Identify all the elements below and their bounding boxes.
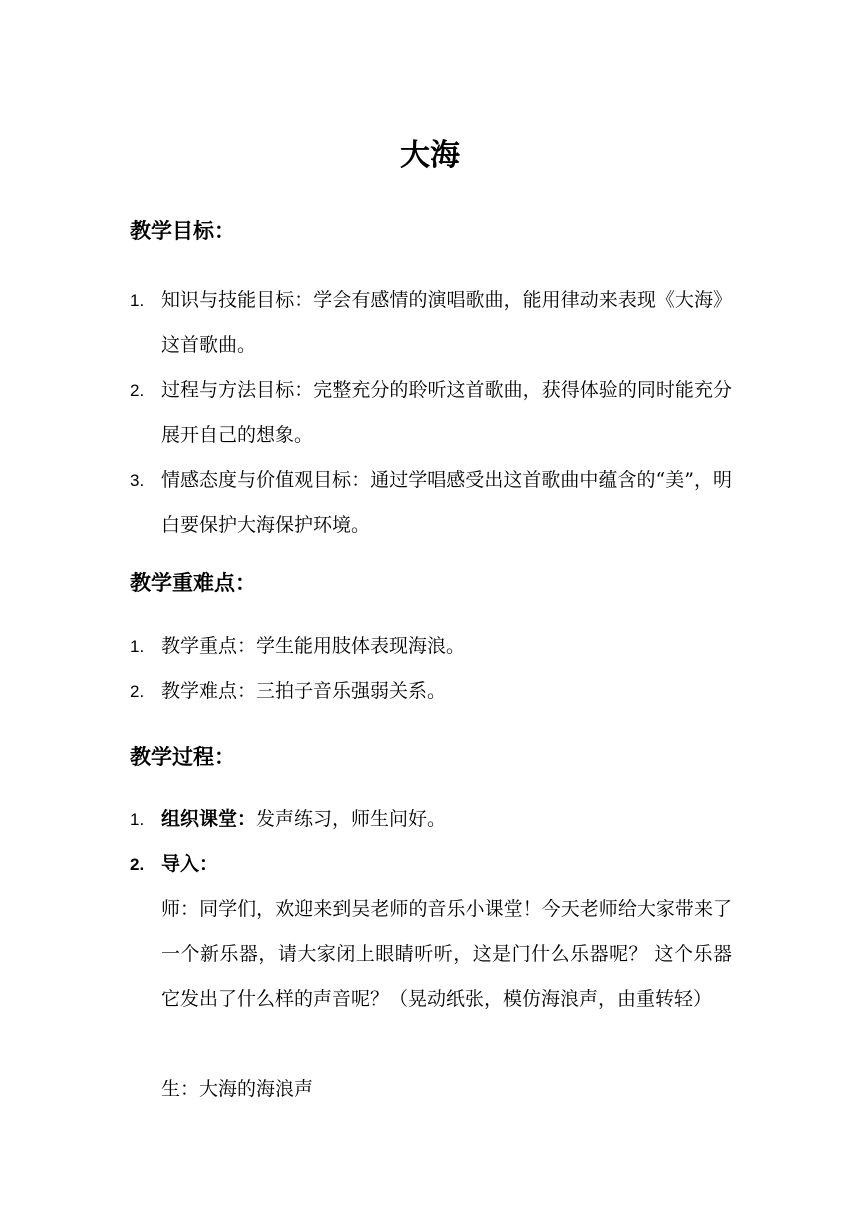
process-item-label: 导入： — [161, 853, 219, 875]
key-point-text: 教学重点：学生能用肢体表现海浪。 — [161, 635, 466, 657]
objective-item-2 — [130, 368, 732, 458]
section-heading-process: 教学过程： — [130, 745, 235, 769]
objective-item-1 — [130, 278, 732, 368]
list-number: 3. — [130, 471, 145, 490]
process-item-1 — [130, 797, 732, 842]
list-number: 1. — [130, 637, 145, 656]
list-number: 1. — [130, 291, 145, 310]
process-item-label: 组织课堂： — [161, 808, 257, 830]
objective-text: 过程与方法目标：完整充分的聆听这首歌曲，获得体验的同时能充分展开自己的想象。 — [161, 379, 732, 446]
section-heading-objectives: 教学目标： — [130, 219, 235, 243]
key-point-text: 教学难点：三拍子音乐强弱关系。 — [161, 680, 447, 702]
objective-text: 情感态度与价值观目标：通过学唱感受出这首歌曲中蕴含的“美”，明白要保护大海保护环境。 — [161, 469, 732, 536]
objective-item-3 — [130, 458, 732, 548]
student-paragraph: 生：大海的海浪声 — [161, 1078, 314, 1100]
teacher-paragraph: 师：同学们，欢迎来到吴老师的音乐小课堂！今天老师给大家带来了一个新乐器，请大家闭上眼睛听听，这是门什么乐器呢？ 这个乐器它发出了什么样的声音呢？（晃动纸张，模仿海浪声，由重转轻） — [161, 898, 732, 1010]
list-number: 1. — [130, 810, 145, 829]
objective-text: 知识与技能目标：学会有感情的演唱歌曲，能用律动来表现《大海》这首歌曲。 — [161, 289, 732, 356]
process-item-text: 发声练习，师生问好。 — [256, 808, 447, 830]
list-number: 2. — [130, 381, 145, 400]
list-number: 2. — [130, 855, 145, 874]
key-point-item-1 — [130, 624, 732, 669]
document-title: 大海 — [400, 138, 460, 173]
list-number: 2. — [130, 682, 145, 701]
process-item-2 — [130, 842, 732, 887]
section-heading-key-points: 教学重难点： — [130, 571, 256, 595]
key-point-item-2 — [130, 669, 732, 714]
